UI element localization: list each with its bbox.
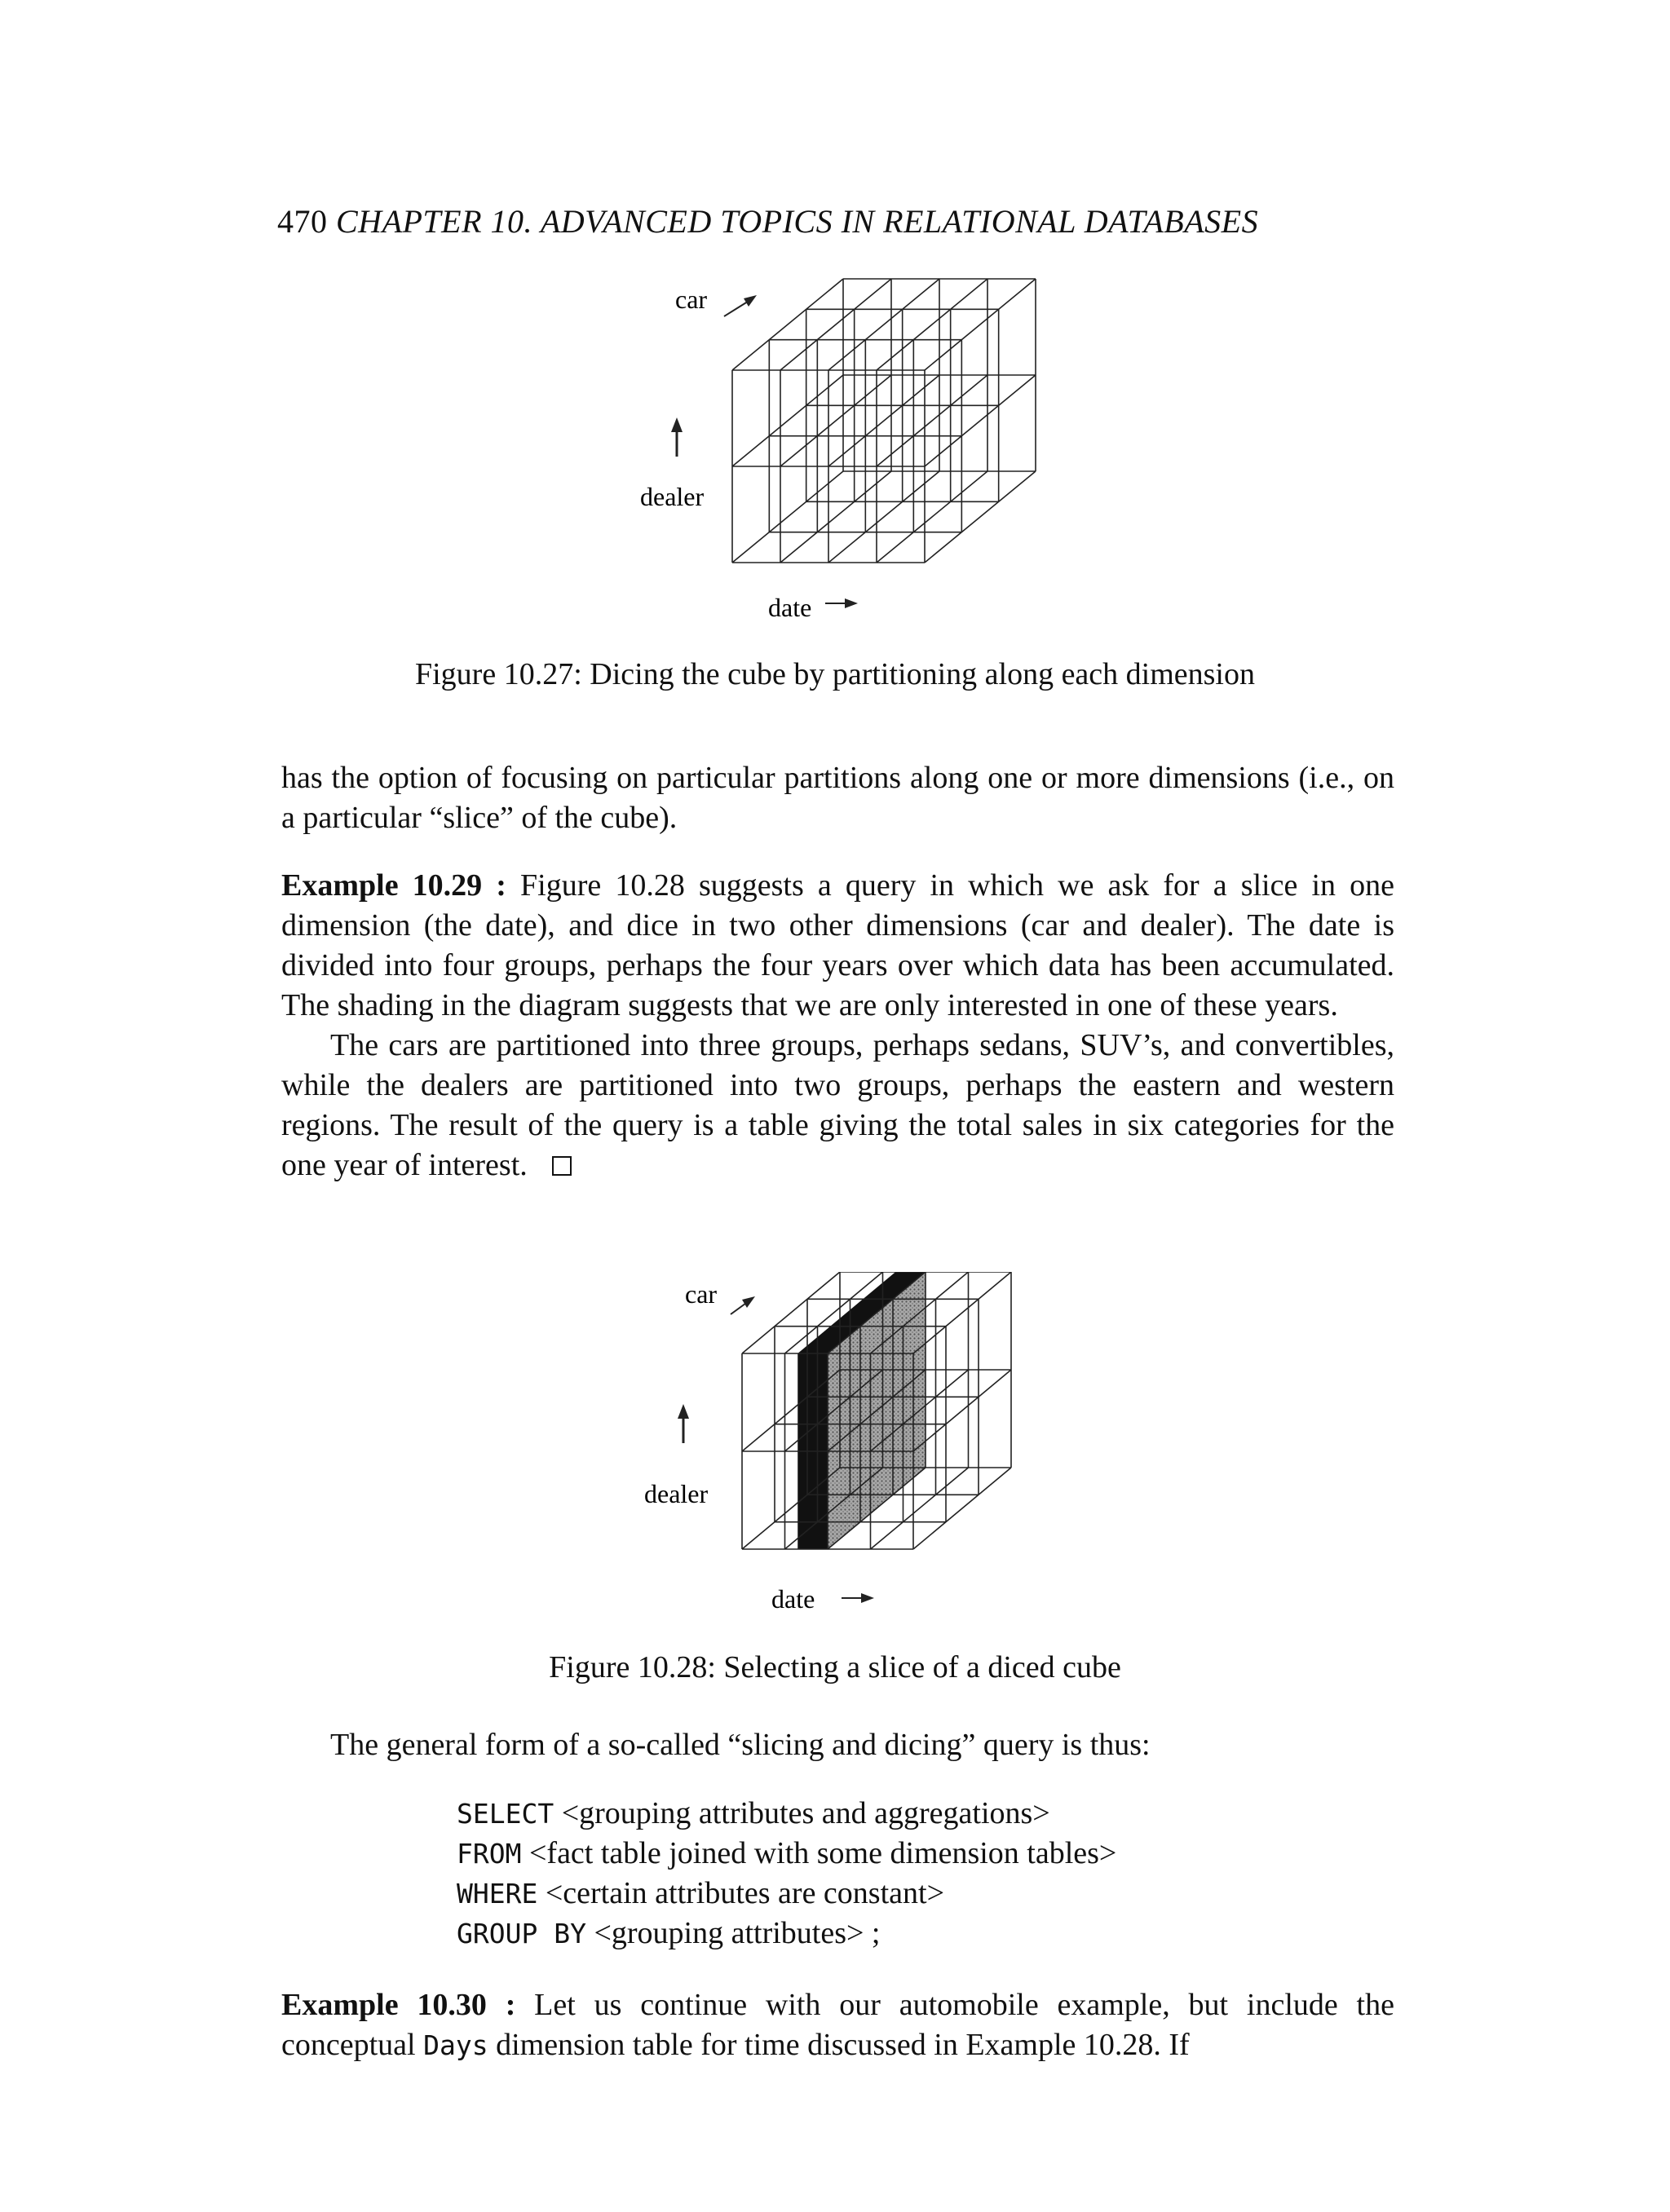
cube-grid-line — [828, 279, 939, 370]
axis-label-date: date — [768, 593, 812, 622]
car-arrow-icon — [724, 295, 757, 316]
example-text-2: The cars are partitioned into three groups, perhaps sedans, SUV’s, and convertibles, while the dealers are partitioned into two groups, perhaps the eastern and western regions. The result of the query is a table giving the total sales in six categories for the one year of interest. — [281, 1028, 1394, 1182]
inline-code-days: Days — [423, 2029, 488, 2061]
axis-label-car: car — [685, 1279, 718, 1309]
sql-template-block — [457, 1794, 1116, 1954]
dealer-arrow-icon — [671, 417, 683, 457]
code-line-where: WHERE <certain attributes are constant> — [457, 1876, 945, 1910]
axis-label-dealer: dealer — [640, 482, 705, 511]
example-label: Example 10.30 : — [281, 1988, 516, 2022]
date-arrow-icon — [842, 1593, 874, 1603]
dealer-arrow-icon — [678, 1404, 689, 1443]
cube-grid-line — [732, 375, 843, 466]
cube-grid-line — [925, 279, 1036, 370]
figure-caption-10-27: Figure 10.27: Dicing the cube by partitioning along each dimension — [414, 657, 1255, 691]
axis-label-dealer: dealer — [644, 1479, 709, 1508]
example-10-30: Example 10.30 : Let us continue with our automobile example, but include the conceptual Days dimension table for time discussed in Example 10.28. If — [281, 1988, 1394, 2062]
cube-grid-line — [780, 375, 891, 466]
cube-grid-line — [925, 375, 1036, 466]
cube-grid-line — [913, 1370, 1011, 1451]
figure-diced-cube — [620, 277, 1076, 636]
car-arrow-icon — [731, 1296, 755, 1314]
running-header — [277, 202, 1258, 241]
code-line-from: FROM <fact table joined with some dimension tables> — [457, 1836, 1117, 1870]
qed-square-icon — [552, 1156, 572, 1176]
example-label: Example 10.29 : — [281, 868, 506, 903]
figure-sliced-cube — [620, 1272, 1076, 1631]
cube-grid-line — [877, 375, 987, 466]
cube-grid-line — [877, 471, 987, 563]
cube-grid-line — [828, 375, 939, 466]
cube-grid-line — [925, 471, 1036, 563]
cube-grid-line — [913, 1272, 1011, 1353]
paragraph-text: has the option of focusing on particular partitions along one or more dimensions (i.e., on a particular “slice” of the cube). — [281, 761, 1394, 835]
cube-grid-line — [732, 471, 843, 563]
figure-caption-10-28: Figure 10.28: Selecting a slice of a diced cube — [549, 1650, 1121, 1684]
cube-grid-line — [732, 279, 843, 370]
axis-label-car: car — [675, 285, 708, 314]
date-arrow-icon — [825, 598, 858, 608]
cube-grid-line — [913, 1468, 1011, 1549]
cube-grid-line — [828, 471, 939, 563]
general-form-text: The general form of a so-called “slicing and dicing” query is thus: — [330, 1728, 1151, 1762]
cube-grid-line — [780, 471, 891, 563]
code-line-group-by: GROUP BY <grouping attributes> ; — [457, 1916, 881, 1950]
page-number: 470 — [277, 203, 328, 240]
example-10-29 — [281, 866, 1394, 1185]
example-text-1: Figure 10.28 suggests a query in which we ask for a slice in one dimension (the date), and dice in two other dimensions (car and dealer). The date is divided into four groups, perhaps the four years over which data has been accumulated. The shading in the diagram suggests that we are only interested in one of these years. — [281, 868, 1394, 1022]
cube-grid-line — [780, 279, 891, 370]
chapter-title: CHAPTER 10. ADVANCED TOPICS IN RELATIONAL DATABASES — [336, 203, 1259, 240]
code-line-select: SELECT <grouping attributes and aggregations> — [457, 1796, 1050, 1830]
cube-grid-line — [877, 279, 987, 370]
axis-label-date: date — [771, 1584, 815, 1614]
paragraph-continuation — [281, 758, 1394, 838]
